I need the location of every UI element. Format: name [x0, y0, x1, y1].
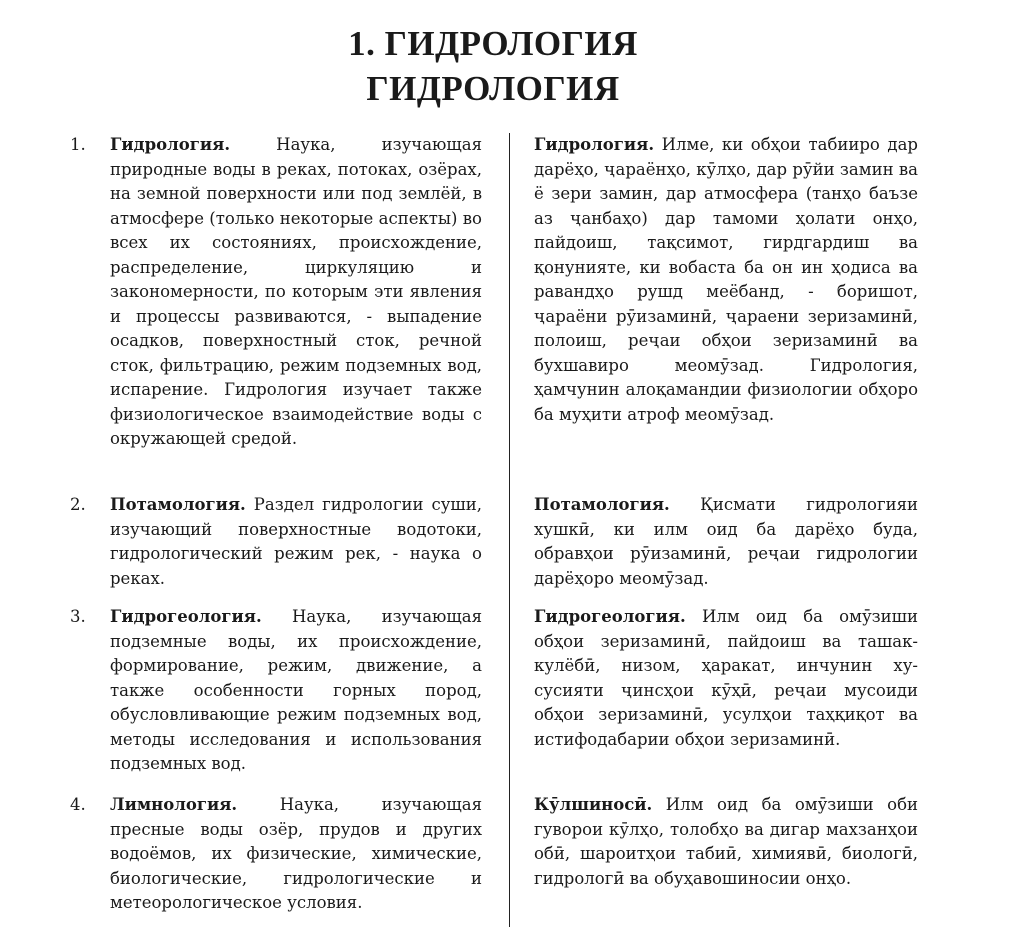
russian-text: Наука, изучающая природные воды в реках, потоках, озёрах, на земной поверхности или под землёй, в атмосфере (только некоторые аспекты) во всех их состояниях, происхождение, распределение, циркуляцию и закономерности, по которым эти явления и процессы развиваются, - выпадение осадков, поверхностный сток, речной сток, фильтрацию, режим подземных вод, испарение. Гидрология изучает также физиологическое взаимодействие воды с окружающей средой.: [110, 135, 482, 448]
russian-text: Наука, изучающая пресные воды озёр, прудов и других водоёмов, их физические, химические, биологические, гидрологические и метеорологическое условия.: [110, 795, 482, 912]
russian-term: Лимнология.: [110, 795, 238, 814]
russian-definition: [110, 493, 482, 591]
section-title: 1. ГИДРОЛОГИЯ: [348, 24, 638, 63]
russian-text: Раздел гидрологии суши, изучающий поверхностные водотоки, гидрологический режим рек, - наука о реках.: [110, 495, 482, 588]
russian-term: Гидрология.: [110, 135, 231, 154]
tajik-text: Илме, ки обҳои табииро дар дарёҳо, ҷараёнҳо, кӯлҳо, дар рӯйи замин ва ё зери замин, дар атмосфера (танҳо баъзе аз ҷанбаҳо) дар тамоми ҳолати онҳо, пайдоиш, тақсимот, гирдгардиш ва қонунияте, ки вобаста ба он ин ҳодиса ва равандҳо рушд меёбанд, - боришот, ҷараёни рӯизаминӣ, ҷараени зеризаминӣ, полоиш, реҷаи обҳои зеризаминӣ ва бухшавиро меомӯзад. Гидрология, ҳамчунин алоқамандии физиологии обҳоро ба муҳити атроф меомӯзад.: [534, 135, 918, 424]
russian-term: Гидрогеология.: [110, 607, 262, 626]
entry-number: 2.: [70, 495, 86, 514]
tajik-definition: [534, 493, 918, 591]
russian-definition: [110, 793, 482, 916]
russian-term: Потамология.: [110, 495, 246, 514]
column-divider: [509, 133, 510, 927]
entry-number: 3.: [70, 607, 86, 626]
russian-definition: [110, 133, 482, 452]
russian-definition: [110, 605, 482, 777]
tajik-term: Гидрология.: [534, 135, 655, 154]
tajik-term: Потамология.: [534, 495, 670, 514]
tajik-text: Қисмати гидрологияи хушкӣ, ки илм оид ба дарёҳо буда, обравҳои рӯизаминӣ, реҷаи гидрологии дарёҳоро меомӯзад.: [534, 495, 918, 588]
tajik-definition: [534, 793, 918, 891]
tajik-definition: [534, 605, 918, 752]
russian-text: Наука, изучающая подземные воды, их происхождение, формирование, режим, движение, а также особенности горных пород, обусловливающие режим подземных вод, методы исследования и использования подземных вод.: [110, 607, 482, 773]
entry-number: 4.: [70, 795, 86, 814]
tajik-term: Гидрогеология.: [534, 607, 686, 626]
section-subtitle: ГИДРОЛОГИЯ: [366, 69, 620, 108]
tajik-text: Илм оид ба омӯзиши оби гуворои кӯлҳо, толобҳо ва дигар махзанҳои обӣ, шароитҳои табиӣ, химиявӣ, биологӣ, гидрологӣ ва обуҳавошиносии онҳо.: [534, 795, 918, 888]
tajik-definition: [534, 133, 918, 427]
tajik-text: Илм оид ба омӯзиши обҳои зеризаминӣ, пайдоиш ва ташаккулёбӣ, низом, ҳаракат, инчунин хусусияти ҷинсҳои кӯҳӣ, реҷаи мусоиди обҳои зеризаминӣ, усулҳои таҳқиқот ва истифодабарии обҳои зеризаминӣ.: [534, 607, 918, 749]
entry-number: 1.: [70, 135, 86, 154]
tajik-term: Кӯлшиносӣ.: [534, 795, 653, 814]
